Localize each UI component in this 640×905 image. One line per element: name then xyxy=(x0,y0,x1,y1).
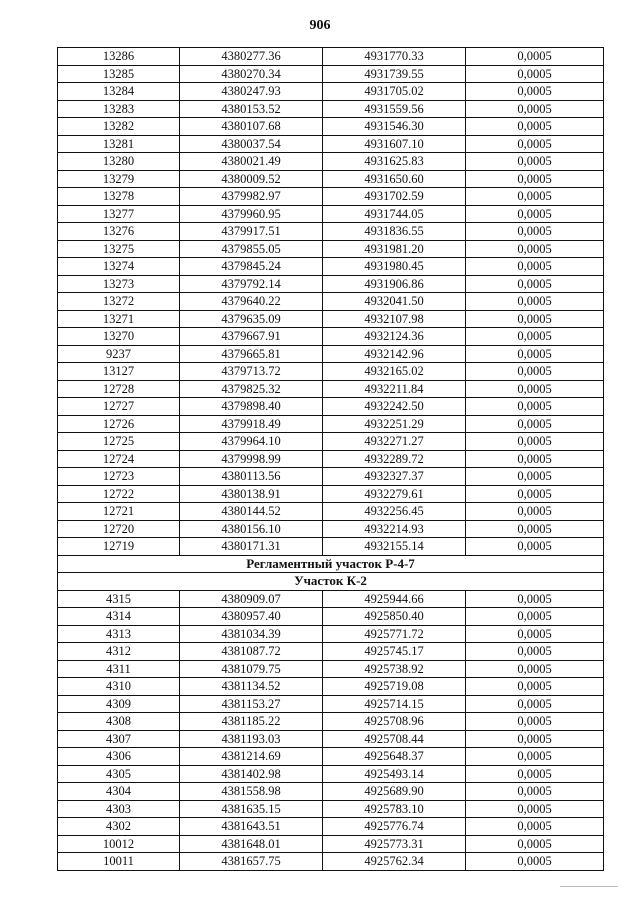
tolerance-cell: 0,0005 xyxy=(466,538,604,556)
tolerance-cell: 0,0005 xyxy=(466,625,604,643)
x-coordinate-cell: 4379635.09 xyxy=(180,310,323,328)
point-number-cell: 12727 xyxy=(58,398,180,416)
y-coordinate-cell: 4932214.93 xyxy=(323,520,466,538)
y-coordinate-cell: 4932251.29 xyxy=(323,415,466,433)
table-row xyxy=(58,468,604,486)
x-coordinate-cell: 4380138.91 xyxy=(180,485,323,503)
tolerance-cell: 0,0005 xyxy=(466,205,604,223)
y-coordinate-cell: 4931702.59 xyxy=(323,188,466,206)
tolerance-cell: 0,0005 xyxy=(466,135,604,153)
point-number-cell: 12721 xyxy=(58,503,180,521)
point-number-cell: 4304 xyxy=(58,783,180,801)
y-coordinate-cell: 4931744.05 xyxy=(323,205,466,223)
x-coordinate-cell: 4379713.72 xyxy=(180,363,323,381)
section-header-row xyxy=(58,555,604,573)
table-row xyxy=(58,660,604,678)
y-coordinate-cell: 4925771.72 xyxy=(323,625,466,643)
x-coordinate-cell: 4381648.01 xyxy=(180,835,323,853)
table-row xyxy=(58,398,604,416)
tolerance-cell: 0,0005 xyxy=(466,240,604,258)
tolerance-cell: 0,0005 xyxy=(466,258,604,276)
point-number-cell: 4312 xyxy=(58,643,180,661)
tolerance-cell: 0,0005 xyxy=(466,765,604,783)
point-number-cell: 13275 xyxy=(58,240,180,258)
tolerance-cell: 0,0005 xyxy=(466,83,604,101)
y-coordinate-cell: 4932041.50 xyxy=(323,293,466,311)
point-number-cell: 13286 xyxy=(58,48,180,66)
x-coordinate-cell: 4379667.91 xyxy=(180,328,323,346)
table-row xyxy=(58,590,604,608)
table-row xyxy=(58,328,604,346)
y-coordinate-cell: 4932155.14 xyxy=(323,538,466,556)
tolerance-cell: 0,0005 xyxy=(466,730,604,748)
y-coordinate-cell: 4925689.90 xyxy=(323,783,466,801)
x-coordinate-cell: 4379998.99 xyxy=(180,450,323,468)
tolerance-cell: 0,0005 xyxy=(466,380,604,398)
table-row xyxy=(58,485,604,503)
tolerance-cell: 0,0005 xyxy=(466,643,604,661)
table-row xyxy=(58,345,604,363)
x-coordinate-cell: 4381657.75 xyxy=(180,853,323,871)
x-coordinate-cell: 4381214.69 xyxy=(180,748,323,766)
coordinates-table-body xyxy=(58,48,604,871)
tolerance-cell: 0,0005 xyxy=(466,293,604,311)
y-coordinate-cell: 4931981.20 xyxy=(323,240,466,258)
x-coordinate-cell: 4380247.93 xyxy=(180,83,323,101)
table-row xyxy=(58,608,604,626)
section-header-row xyxy=(58,573,604,591)
tolerance-cell: 0,0005 xyxy=(466,468,604,486)
tolerance-cell: 0,0005 xyxy=(466,695,604,713)
section-header: Регламентный участок Р-4-7 xyxy=(58,555,604,573)
y-coordinate-cell: 4932165.02 xyxy=(323,363,466,381)
y-coordinate-cell: 4931770.33 xyxy=(323,48,466,66)
point-number-cell: 13276 xyxy=(58,223,180,241)
y-coordinate-cell: 4931546.30 xyxy=(323,118,466,136)
x-coordinate-cell: 4381153.27 xyxy=(180,695,323,713)
point-number-cell: 13271 xyxy=(58,310,180,328)
x-coordinate-cell: 4380171.31 xyxy=(180,538,323,556)
table-row xyxy=(58,538,604,556)
tolerance-cell: 0,0005 xyxy=(466,100,604,118)
tolerance-cell: 0,0005 xyxy=(466,153,604,171)
x-coordinate-cell: 4381558.98 xyxy=(180,783,323,801)
y-coordinate-cell: 4925745.17 xyxy=(323,643,466,661)
x-coordinate-cell: 4381185.22 xyxy=(180,713,323,731)
point-number-cell: 4313 xyxy=(58,625,180,643)
x-coordinate-cell: 4380156.10 xyxy=(180,520,323,538)
point-number-cell: 12722 xyxy=(58,485,180,503)
x-coordinate-cell: 4380153.52 xyxy=(180,100,323,118)
x-coordinate-cell: 4380957.40 xyxy=(180,608,323,626)
table-row xyxy=(58,363,604,381)
x-coordinate-cell: 4379918.49 xyxy=(180,415,323,433)
point-number-cell: 4305 xyxy=(58,765,180,783)
x-coordinate-cell: 4380909.07 xyxy=(180,590,323,608)
x-coordinate-cell: 4380113.56 xyxy=(180,468,323,486)
tolerance-cell: 0,0005 xyxy=(466,590,604,608)
x-coordinate-cell: 4381034.39 xyxy=(180,625,323,643)
point-number-cell: 13281 xyxy=(58,135,180,153)
y-coordinate-cell: 4931559.56 xyxy=(323,100,466,118)
tolerance-cell: 0,0005 xyxy=(466,170,604,188)
x-coordinate-cell: 4380107.68 xyxy=(180,118,323,136)
tolerance-cell: 0,0005 xyxy=(466,818,604,836)
tolerance-cell: 0,0005 xyxy=(466,65,604,83)
table-row xyxy=(58,853,604,871)
table-row xyxy=(58,450,604,468)
table-row xyxy=(58,783,604,801)
y-coordinate-cell: 4931705.02 xyxy=(323,83,466,101)
point-number-cell: 12719 xyxy=(58,538,180,556)
table-row xyxy=(58,643,604,661)
y-coordinate-cell: 4931650.60 xyxy=(323,170,466,188)
point-number-cell: 12728 xyxy=(58,380,180,398)
point-number-cell: 13273 xyxy=(58,275,180,293)
point-number-cell: 9237 xyxy=(58,345,180,363)
y-coordinate-cell: 4925762.34 xyxy=(323,853,466,871)
y-coordinate-cell: 4925714.15 xyxy=(323,695,466,713)
page-number: 906 xyxy=(309,18,331,33)
tolerance-cell: 0,0005 xyxy=(466,275,604,293)
tolerance-cell: 0,0005 xyxy=(466,520,604,538)
tolerance-cell: 0,0005 xyxy=(466,783,604,801)
point-number-cell: 4306 xyxy=(58,748,180,766)
point-number-cell: 4307 xyxy=(58,730,180,748)
point-number-cell: 13283 xyxy=(58,100,180,118)
table-row xyxy=(58,83,604,101)
tolerance-cell: 0,0005 xyxy=(466,450,604,468)
point-number-cell: 4309 xyxy=(58,695,180,713)
table-row xyxy=(58,748,604,766)
point-number-cell: 4303 xyxy=(58,800,180,818)
point-number-cell: 13272 xyxy=(58,293,180,311)
table-row xyxy=(58,713,604,731)
tolerance-cell: 0,0005 xyxy=(466,800,604,818)
tolerance-cell: 0,0005 xyxy=(466,345,604,363)
point-number-cell: 13285 xyxy=(58,65,180,83)
y-coordinate-cell: 4931980.45 xyxy=(323,258,466,276)
table-row xyxy=(58,625,604,643)
tolerance-cell: 0,0005 xyxy=(466,678,604,696)
y-coordinate-cell: 4932256.45 xyxy=(323,503,466,521)
x-coordinate-cell: 4381402.98 xyxy=(180,765,323,783)
table-row xyxy=(58,818,604,836)
y-coordinate-cell: 4932211.84 xyxy=(323,380,466,398)
x-coordinate-cell: 4380037.54 xyxy=(180,135,323,153)
tolerance-cell: 0,0005 xyxy=(466,48,604,66)
tolerance-cell: 0,0005 xyxy=(466,748,604,766)
table-row xyxy=(58,678,604,696)
point-number-cell: 10011 xyxy=(58,853,180,871)
table-row xyxy=(58,800,604,818)
x-coordinate-cell: 4379960.95 xyxy=(180,205,323,223)
x-coordinate-cell: 4379917.51 xyxy=(180,223,323,241)
coordinates-table xyxy=(57,47,604,871)
table-row xyxy=(58,765,604,783)
table-row xyxy=(58,135,604,153)
point-number-cell: 12725 xyxy=(58,433,180,451)
tolerance-cell: 0,0005 xyxy=(466,415,604,433)
x-coordinate-cell: 4380270.34 xyxy=(180,65,323,83)
table-row xyxy=(58,730,604,748)
point-number-cell: 12720 xyxy=(58,520,180,538)
table-row xyxy=(58,380,604,398)
point-number-cell: 13270 xyxy=(58,328,180,346)
section-header: Участок К-2 xyxy=(58,573,604,591)
tolerance-cell: 0,0005 xyxy=(466,660,604,678)
table-row xyxy=(58,240,604,258)
tolerance-cell: 0,0005 xyxy=(466,853,604,871)
x-coordinate-cell: 4379792.14 xyxy=(180,275,323,293)
tolerance-cell: 0,0005 xyxy=(466,503,604,521)
point-number-cell: 13278 xyxy=(58,188,180,206)
table-row xyxy=(58,293,604,311)
y-coordinate-cell: 4932327.37 xyxy=(323,468,466,486)
y-coordinate-cell: 4925944.66 xyxy=(323,590,466,608)
y-coordinate-cell: 4925776.74 xyxy=(323,818,466,836)
y-coordinate-cell: 4931607.10 xyxy=(323,135,466,153)
table-row xyxy=(58,503,604,521)
table-row xyxy=(58,275,604,293)
y-coordinate-cell: 4931836.55 xyxy=(323,223,466,241)
tolerance-cell: 0,0005 xyxy=(466,118,604,136)
scan-edge-mark xyxy=(560,886,618,887)
table-row xyxy=(58,433,604,451)
tolerance-cell: 0,0005 xyxy=(466,835,604,853)
point-number-cell: 12723 xyxy=(58,468,180,486)
tolerance-cell: 0,0005 xyxy=(466,328,604,346)
x-coordinate-cell: 4381134.52 xyxy=(180,678,323,696)
x-coordinate-cell: 4380144.52 xyxy=(180,503,323,521)
y-coordinate-cell: 4925738.92 xyxy=(323,660,466,678)
x-coordinate-cell: 4379665.81 xyxy=(180,345,323,363)
table-row xyxy=(58,188,604,206)
y-coordinate-cell: 4925648.37 xyxy=(323,748,466,766)
y-coordinate-cell: 4932142.96 xyxy=(323,345,466,363)
table-row xyxy=(58,48,604,66)
point-number-cell: 10012 xyxy=(58,835,180,853)
tolerance-cell: 0,0005 xyxy=(466,433,604,451)
y-coordinate-cell: 4932289.72 xyxy=(323,450,466,468)
tolerance-cell: 0,0005 xyxy=(466,363,604,381)
table-row xyxy=(58,310,604,328)
point-number-cell: 4310 xyxy=(58,678,180,696)
y-coordinate-cell: 4932271.27 xyxy=(323,433,466,451)
x-coordinate-cell: 4379855.05 xyxy=(180,240,323,258)
tolerance-cell: 0,0005 xyxy=(466,713,604,731)
y-coordinate-cell: 4925708.44 xyxy=(323,730,466,748)
y-coordinate-cell: 4931625.83 xyxy=(323,153,466,171)
y-coordinate-cell: 4932279.61 xyxy=(323,485,466,503)
tolerance-cell: 0,0005 xyxy=(466,608,604,626)
x-coordinate-cell: 4380277.36 xyxy=(180,48,323,66)
y-coordinate-cell: 4932124.36 xyxy=(323,328,466,346)
table-row xyxy=(58,65,604,83)
table-row xyxy=(58,118,604,136)
y-coordinate-cell: 4931906.86 xyxy=(323,275,466,293)
point-number-cell: 12724 xyxy=(58,450,180,468)
x-coordinate-cell: 4381087.72 xyxy=(180,643,323,661)
point-number-cell: 4314 xyxy=(58,608,180,626)
tolerance-cell: 0,0005 xyxy=(466,485,604,503)
point-number-cell: 4302 xyxy=(58,818,180,836)
y-coordinate-cell: 4925850.40 xyxy=(323,608,466,626)
x-coordinate-cell: 4379640.22 xyxy=(180,293,323,311)
x-coordinate-cell: 4379845.24 xyxy=(180,258,323,276)
y-coordinate-cell: 4925708.96 xyxy=(323,713,466,731)
x-coordinate-cell: 4381193.03 xyxy=(180,730,323,748)
y-coordinate-cell: 4932242.50 xyxy=(323,398,466,416)
table-row xyxy=(58,100,604,118)
table-row xyxy=(58,835,604,853)
table-row xyxy=(58,205,604,223)
x-coordinate-cell: 4379982.97 xyxy=(180,188,323,206)
x-coordinate-cell: 4381079.75 xyxy=(180,660,323,678)
point-number-cell: 13277 xyxy=(58,205,180,223)
y-coordinate-cell: 4925773.31 xyxy=(323,835,466,853)
table-row xyxy=(58,170,604,188)
y-coordinate-cell: 4932107.98 xyxy=(323,310,466,328)
x-coordinate-cell: 4380009.52 xyxy=(180,170,323,188)
tolerance-cell: 0,0005 xyxy=(466,398,604,416)
point-number-cell: 4311 xyxy=(58,660,180,678)
y-coordinate-cell: 4925783.10 xyxy=(323,800,466,818)
point-number-cell: 13284 xyxy=(58,83,180,101)
table-row xyxy=(58,153,604,171)
point-number-cell: 13127 xyxy=(58,363,180,381)
x-coordinate-cell: 4379964.10 xyxy=(180,433,323,451)
point-number-cell: 13279 xyxy=(58,170,180,188)
point-number-cell: 4308 xyxy=(58,713,180,731)
table-row xyxy=(58,520,604,538)
point-number-cell: 4315 xyxy=(58,590,180,608)
point-number-cell: 13280 xyxy=(58,153,180,171)
table-row xyxy=(58,415,604,433)
table-row xyxy=(58,695,604,713)
point-number-cell: 13282 xyxy=(58,118,180,136)
table-row xyxy=(58,258,604,276)
y-coordinate-cell: 4925719.08 xyxy=(323,678,466,696)
point-number-cell: 12726 xyxy=(58,415,180,433)
x-coordinate-cell: 4381635.15 xyxy=(180,800,323,818)
x-coordinate-cell: 4381643.51 xyxy=(180,818,323,836)
x-coordinate-cell: 4379825.32 xyxy=(180,380,323,398)
x-coordinate-cell: 4379898.40 xyxy=(180,398,323,416)
y-coordinate-cell: 4925493.14 xyxy=(323,765,466,783)
tolerance-cell: 0,0005 xyxy=(466,310,604,328)
x-coordinate-cell: 4380021.49 xyxy=(180,153,323,171)
table-row xyxy=(58,223,604,241)
tolerance-cell: 0,0005 xyxy=(466,188,604,206)
point-number-cell: 13274 xyxy=(58,258,180,276)
y-coordinate-cell: 4931739.55 xyxy=(323,65,466,83)
tolerance-cell: 0,0005 xyxy=(466,223,604,241)
